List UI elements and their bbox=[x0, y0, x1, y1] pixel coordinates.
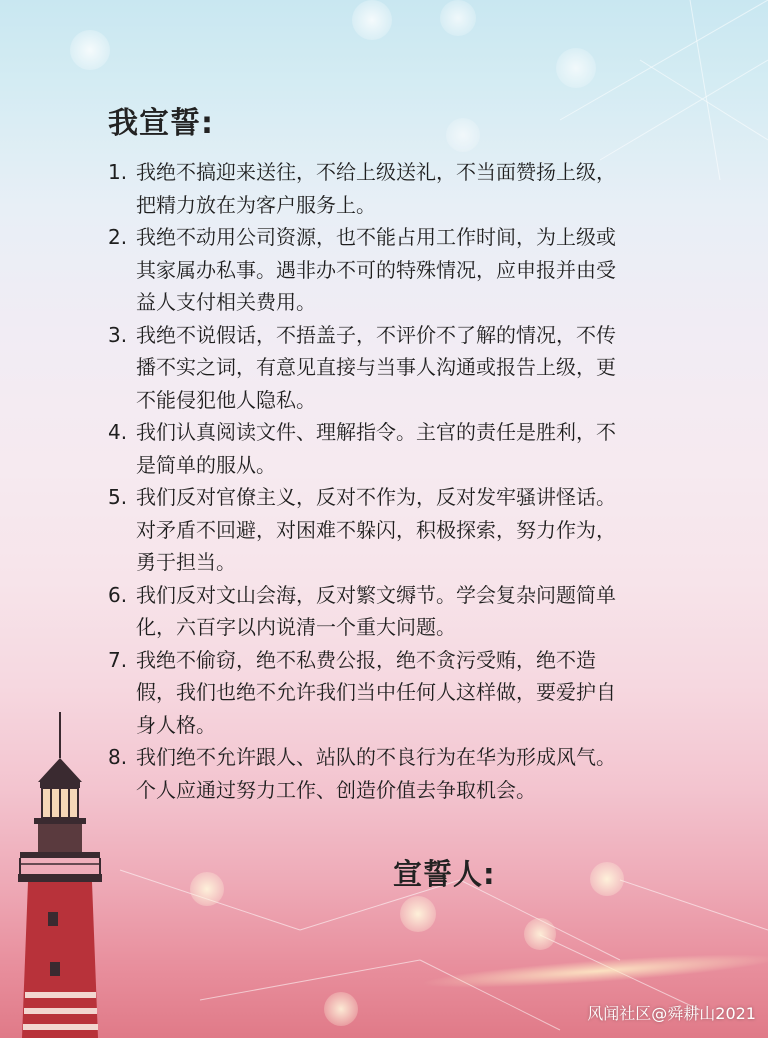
item-number: 7. bbox=[108, 647, 128, 672]
lighthouse-icon bbox=[14, 712, 114, 1038]
bokeh-light bbox=[590, 862, 624, 896]
item-text: 我们反对官僚主义，反对不作为，反对发牢骚讲怪话。 对矛盾不回避，对困难不躲闪，积极探索，努力作为， 勇于担当。 bbox=[136, 485, 616, 574]
item-text: 我绝不说假话，不捂盖子，不评价不了解的情况，不传 播不实之词，有意见直接与当事人沟通或报告上级，更 不能侵犯他人隐私。 bbox=[136, 322, 616, 412]
bokeh-light bbox=[446, 118, 480, 152]
pledge-item bbox=[108, 644, 648, 742]
pledge-item bbox=[108, 741, 648, 806]
item-text: 我们绝不允许跟人、站队的不良行为在华为形成风气。 个人应通过努力工作、创造价值去争取机会。 bbox=[136, 745, 616, 802]
item-number: 6. bbox=[108, 582, 128, 607]
item-number: 4. bbox=[108, 420, 128, 444]
bokeh-light bbox=[352, 0, 392, 40]
pledge-title: 我宣誓: bbox=[108, 106, 214, 141]
light-streak-decoration bbox=[420, 947, 768, 994]
item-number: 5. bbox=[108, 485, 128, 509]
bokeh-light bbox=[556, 48, 596, 88]
item-text: 我绝不搞迎来送往，不给上级送礼，不当面赞扬上级， 把精力放在为客户服务上。 bbox=[136, 160, 616, 217]
item-number: 2. bbox=[108, 225, 128, 249]
item-text: 我绝不偷窃，绝不私费公报，绝不贪污受贿，绝不造 假，我们也绝不允许我们当中任何人这样做，要爱护自 身人格。 bbox=[136, 647, 616, 737]
pledge-item bbox=[108, 579, 648, 644]
bokeh-light bbox=[324, 992, 358, 1026]
pledge-item bbox=[108, 319, 648, 417]
pledge-item bbox=[108, 156, 648, 221]
bokeh-light bbox=[70, 30, 110, 70]
pledge-item bbox=[108, 221, 648, 319]
item-text: 我们认真阅读文件、理解指令。主官的责任是胜利，不 是简单的服从。 bbox=[136, 420, 616, 477]
pledge-item bbox=[108, 481, 648, 579]
pledge-list bbox=[108, 156, 648, 806]
bokeh-light bbox=[524, 918, 556, 950]
watermark: 风闻社区@舜耕山2021 bbox=[587, 1004, 756, 1023]
item-text: 我绝不动用公司资源，也不能占用工作时间，为上级或 其家属办私事。遇非办不可的特殊情况，应申报并由受 益人支付相关费用。 bbox=[136, 225, 616, 314]
bokeh-light bbox=[190, 872, 224, 906]
signer-label: 宣誓人: bbox=[393, 857, 496, 891]
item-text: 我们反对文山会海，反对繁文缛节。学会复杂问题简单 化，六百字以内说清一个重大问题。 bbox=[136, 582, 616, 639]
pledge-item bbox=[108, 416, 648, 481]
item-number: 3. bbox=[108, 322, 128, 347]
item-number: 8. bbox=[108, 745, 128, 769]
bokeh-light bbox=[400, 896, 436, 932]
item-number: 1. bbox=[108, 160, 128, 184]
bokeh-light bbox=[440, 0, 476, 36]
